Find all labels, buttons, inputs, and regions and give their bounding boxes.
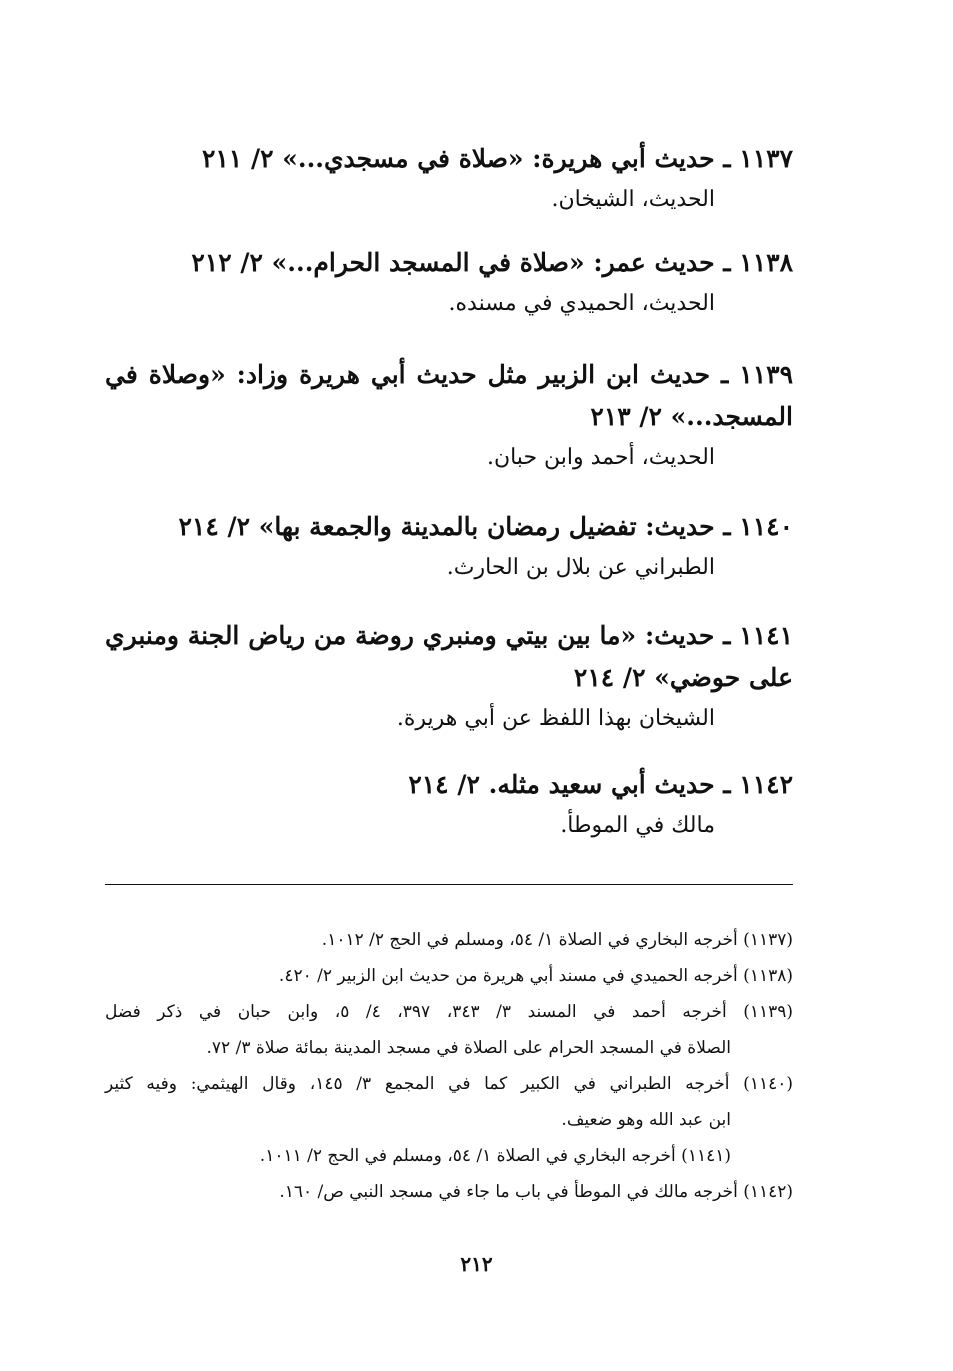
entry-source: الحديث، أحمد وابن حبان.	[486, 445, 715, 470]
footnote-continuation: الصلاة في المسجد الحرام على الصلاة في مسجد المدينة بمائة صلاة ٣/ ٧٢.	[206, 1038, 731, 1058]
entry-heading: ١١٤١ ـ حديث: «ما بين بيتي ومنبري روضة من رياض الجنة ومنبري على حوضي» ٢/ ٢١٤	[105, 621, 793, 692]
entry-heading: ١١٣٩ ـ حديث ابن الزبير مثل حديث أبي هريرة وزاد: «وصلاة في المسجد...» ٢/ ٢١٣	[105, 360, 793, 431]
footnote-1141	[105, 1138, 731, 1174]
footnotes	[105, 922, 793, 1210]
entry-source: مالك في الموطأ.	[560, 813, 715, 838]
entry-1138	[105, 242, 793, 324]
entry-source: الحديث، الحميدي في مسنده.	[448, 291, 715, 316]
footnote-separator	[105, 884, 793, 885]
page-number: ٢١٢	[460, 1252, 493, 1276]
entry-source: الشيخان بهذا اللفظ عن أبي هريرة.	[396, 706, 715, 731]
entry-source: الطبراني عن بلال بن الحارث.	[446, 555, 715, 580]
entry-1141	[105, 615, 793, 739]
footnote-1138	[105, 958, 793, 994]
entry-heading: ١١٣٨ ـ حديث عمر: «صلاة في المسجد الحرام...» ٢/ ٢١٢	[191, 248, 793, 277]
entry-1137	[105, 138, 793, 220]
footnote-1139	[105, 994, 793, 1066]
footnote-1137	[105, 922, 793, 958]
footnote-text: (١١٤٢) أخرجه مالك في الموطأ في باب ما جاء في مسجد النبي ص/ ١٦٠.	[279, 1182, 793, 1202]
footnote-text: (١١٣٩) أخرجه أحمد في المسند ٣/ ٣٤٣، ٣٩٧، ٤/ ٥، وابن حبان في ذكر فضل	[105, 1002, 794, 1022]
entry-1142	[105, 764, 793, 846]
footnote-text: (١١٣٨) أخرجه الحميدي في مسند أبي هريرة من حديث ابن الزبير ٢/ ٤٢٠.	[278, 966, 793, 986]
entry-heading: ١١٣٧ ـ حديث أبي هريرة: «صلاة في مسجدي...» ٢/ ٢١١	[201, 144, 793, 173]
entry-1139	[105, 354, 793, 478]
footnote-1140	[105, 1066, 793, 1138]
entry-source: الحديث، الشيخان.	[551, 187, 715, 212]
footnote-1142	[105, 1174, 793, 1210]
entry-heading: ١١٤٠ ـ حديث: تفضيل رمضان بالمدينة والجمعة بها» ٢/ ٢١٤	[178, 512, 793, 541]
footnote-text: (١١٣٧) أخرجه البخاري في الصلاة ١/ ٥٤، ومسلم في الحج ٢/ ١٠١٢.	[321, 930, 793, 950]
footnote-text: (١١٤٠) أخرجه الطبراني في الكبير كما في المجمع ٣/ ١٤٥، وقال الهيثمي: وفيه كثير	[105, 1074, 793, 1094]
entry-heading: ١١٤٢ ـ حديث أبي سعيد مثله. ٢/ ٢١٤	[408, 770, 793, 799]
footnote-text: (١١٤١) أخرجه البخاري في الصلاة ١/ ٥٤، ومسلم في الحج ٢/ ١٠١١.	[259, 1146, 731, 1166]
footnote-continuation: ابن عبد الله وهو ضعيف.	[561, 1110, 731, 1130]
entry-1140	[105, 506, 793, 588]
